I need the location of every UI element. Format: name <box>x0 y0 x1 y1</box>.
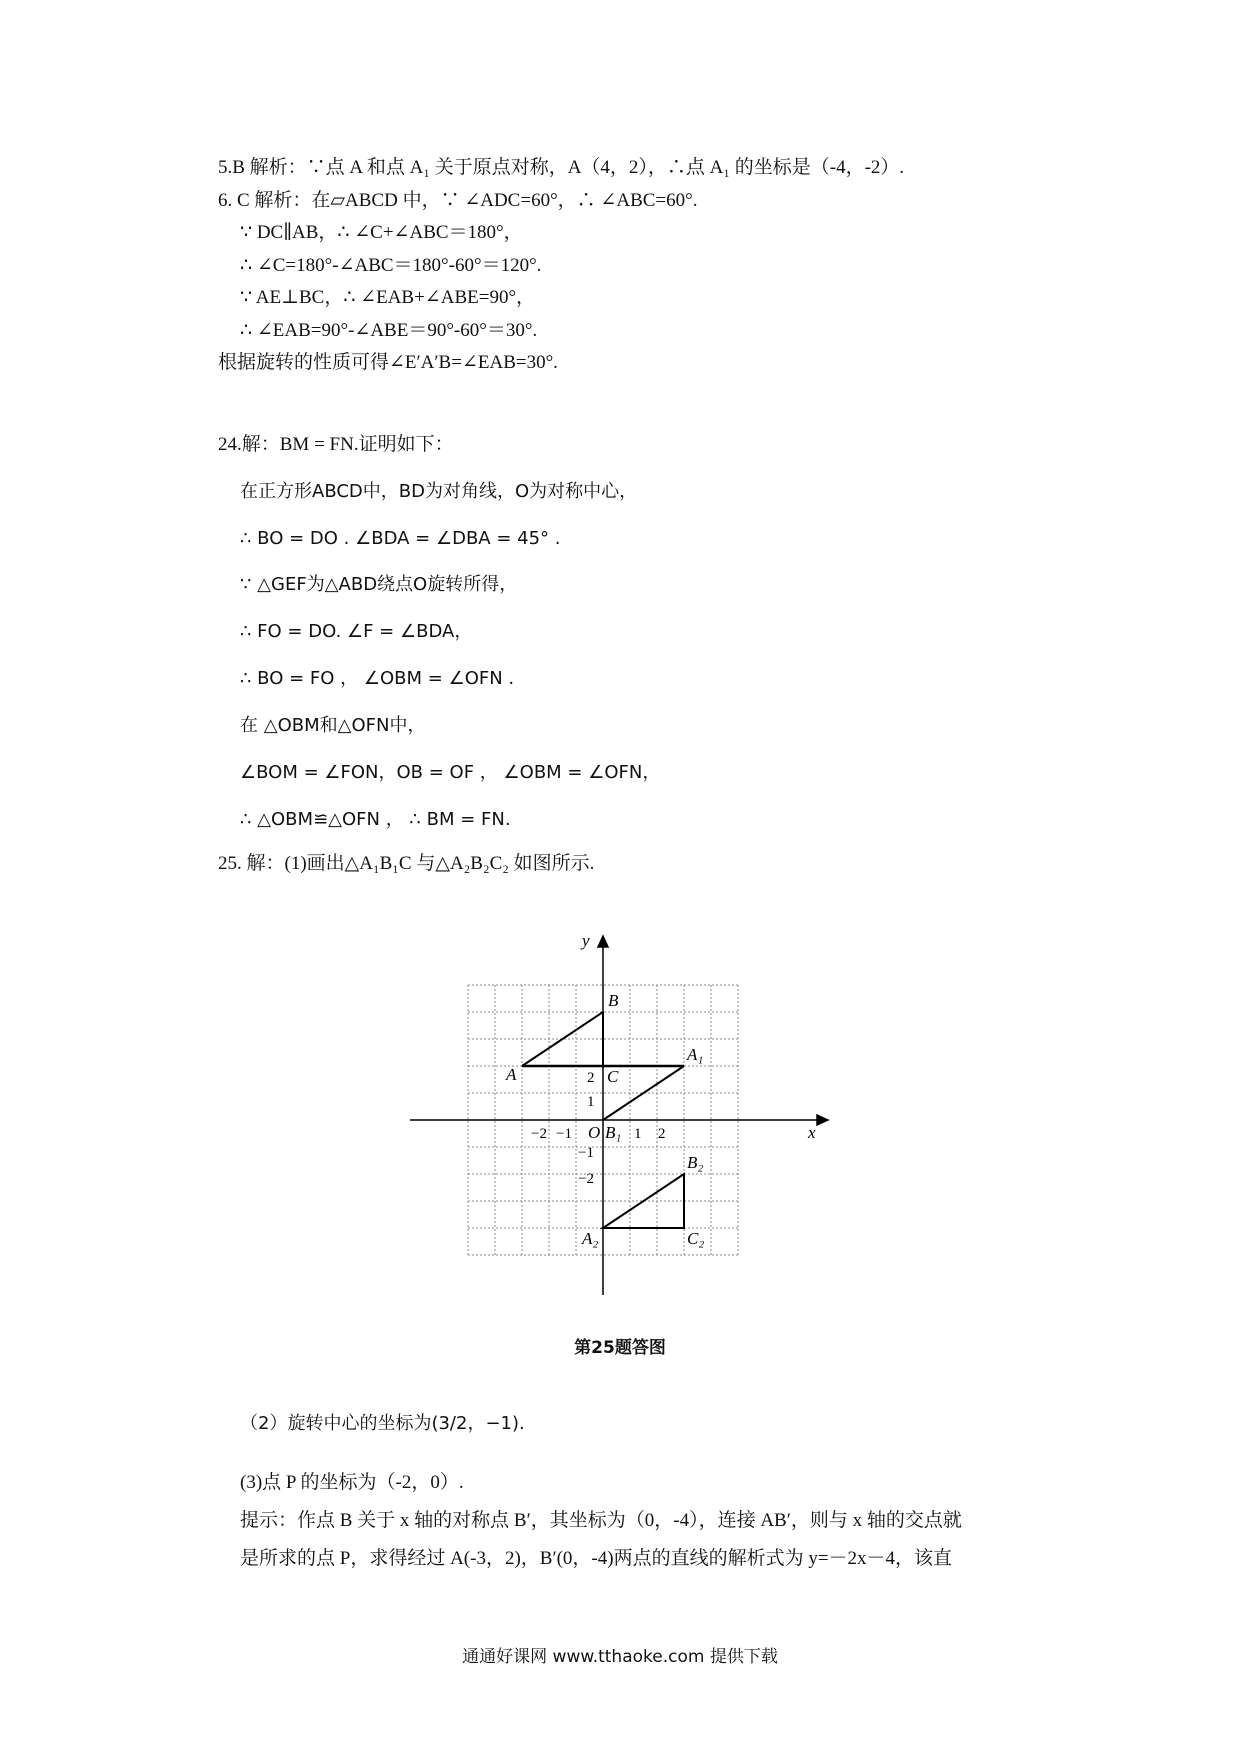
answer-24: 24.解：BM = FN.证明如下： <box>218 434 454 455</box>
answer-25-hint: 提示：作点 B 关于 x 轴的对称点 B′，其坐标为（0，-4），连接 AB′，则与 x 轴的交点就 <box>240 1510 962 1531</box>
answer-24-step-7: ∠BOM = ∠FON，OB = OF ， ∠OBM = ∠OFN， <box>240 762 661 783</box>
answer-25-part-2: （2）旋转中心的坐标为(3/2，−1). <box>240 1413 525 1434</box>
answer-5: 5.B 解析：∵点 A 和点 A₁ 关于原点对称，A（4，2），∴点 A₁ 的坐标是（-4，-2）. <box>218 157 905 178</box>
point-label-a: A <box>506 1065 517 1084</box>
answer-25-part-3: (3)点 P 的坐标为（-2，0）. <box>240 1472 464 1493</box>
answer-6-conclusion: 根据旋转的性质可得∠E′A′B=∠EAB=30°. <box>218 352 558 373</box>
answer-24-step-4: ∴ FO = DO. ∠F = ∠BDA， <box>240 621 473 642</box>
answer-24-step-6: 在 △OBM和△OFN中， <box>240 715 426 736</box>
answer-24-step-2: ∴ BO = DO . ∠BDA = ∠DBA = 45° . <box>240 528 561 549</box>
answer-24-step-5: ∴ BO = FO ， ∠OBM = ∠OFN . <box>240 668 515 689</box>
point-label-b1: B₁ <box>605 1123 622 1142</box>
figure-caption: 第25题答图 <box>574 1338 666 1358</box>
answer-24-step-3: ∵ △GEF为△ABD绕点O旋转所得， <box>240 574 518 595</box>
answer-6: 6. C 解析：在▱ABCD 中，∵ ∠ADC=60°，∴ ∠ABC=60°. <box>218 190 698 211</box>
tick-y-1: 1 <box>587 1094 595 1110</box>
point-label-c: C <box>607 1067 619 1086</box>
answer-24-step-1: 在正方形ABCD中，BD为对角线，O为对称中心， <box>240 481 638 502</box>
axes <box>410 936 828 1295</box>
point-label-o: O <box>588 1123 601 1142</box>
tick-y-neg2: −2 <box>578 1171 594 1187</box>
tick-x-2: 2 <box>658 1126 666 1142</box>
point-label-a2: A₂ <box>582 1229 599 1248</box>
tick-y-2: 2 <box>587 1070 595 1086</box>
triangle-a2b2c2 <box>603 1174 684 1228</box>
tick-x-neg2: −2 <box>531 1126 547 1142</box>
axis-label-x: x <box>808 1123 816 1142</box>
page-footer: 通通好课网 www.tthaoke.com 提供下载 <box>462 1647 778 1667</box>
tick-x-1: 1 <box>634 1126 642 1142</box>
answer-6-step-3: ∵ AE⊥BC，∴ ∠EAB+∠ABE=90°， <box>240 287 536 308</box>
tick-x-neg1: −1 <box>556 1126 572 1142</box>
coordinate-grid-figure <box>405 920 835 1300</box>
tick-y-neg1: −1 <box>578 1145 594 1161</box>
point-label-b2: B₂ <box>687 1153 704 1172</box>
point-label-a1: A₁ <box>687 1045 704 1064</box>
answer-24-conclusion: ∴ △OBM≌△OFN ， ∴ BM = FN. <box>240 809 511 830</box>
triangle-abc <box>522 1012 603 1066</box>
answer-6-step-2: ∴ ∠C=180°-∠ABC＝180°-60°＝120°. <box>240 255 542 276</box>
answer-25-part-1: 25. 解：(1)画出△A₁B₁C 与△A₂B₂C₂ 如图所示. <box>218 853 595 874</box>
point-label-c2: C₂ <box>687 1229 705 1248</box>
answer-6-step-1: ∵ DC∥AB，∴ ∠C+∠ABC＝180°， <box>240 222 523 243</box>
point-label-b: B <box>608 991 619 1010</box>
axis-label-y: y <box>582 931 590 950</box>
answer-25-hint-cont: 是所求的点 P，求得经过 A(-3，2)，B′(0，-4)两点的直线的解析式为 y=－2x－4，该直 <box>240 1548 953 1569</box>
answer-6-step-4: ∴ ∠EAB=90°-∠ABE＝90°-60°＝30°. <box>240 320 538 341</box>
